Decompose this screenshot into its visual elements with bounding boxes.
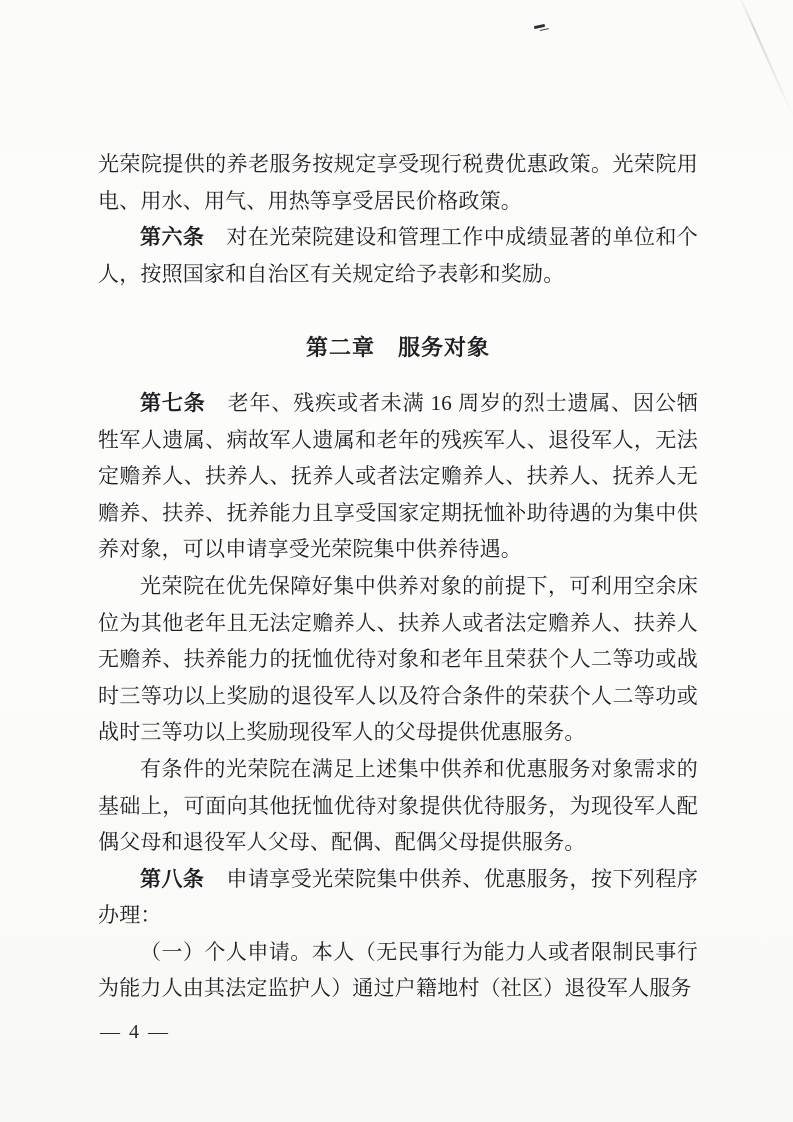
body-paragraph: [98, 385, 698, 568]
paragraph-text: （一）个人申请。本人（无民事行为能力人或者限制民事行为能力人由其法定监护人）通过户籍地村（社区）退役军人服务: [98, 939, 698, 1001]
ink-speck-artifact: [534, 24, 545, 29]
article-number: 第七条: [140, 390, 206, 415]
chapter-heading: 第二章 服务对象: [305, 335, 490, 361]
paragraph-text: 光荣院在优先保障好集中供养对象的前提下，可利用空余床位为其他老年且无法定赡养人、扶养人或者法定赡养人、扶养人无赡养、扶养能力的抚恤优待对象和老年且荣获个人二等功或战时三等功以上奖励的退役军人以及符合条件的荣获个人二等功或战时三等功以上奖励现役军人的父母提供优惠服务。: [98, 573, 698, 745]
article-number: 第六条: [140, 225, 205, 250]
body-paragraph: [98, 568, 698, 751]
body-paragraph: [98, 146, 698, 219]
paragraph-text: 光荣院提供的养老服务按规定享受现行税费优惠政策。光荣院用电、用水、用气、用热等享受居民价格政策。: [98, 152, 698, 213]
paragraph-text: 老年、残疾或者未满 16 周岁的烈士遗属、因公牺牲军人遗属、病故军人遗属和老年的残疾军人、退役军人，无法定赡养人、扶养人、抚养人或者法定赡养人、扶养人、抚养人无赡养、扶养、抚养能力且享受国家定期抚恤补助待遇的为集中供养对象，可以申请享受光荣院集中供养待遇。: [98, 390, 698, 562]
body-paragraph: [98, 219, 698, 292]
article-number: 第八条: [140, 866, 205, 891]
paragraph-text: 申请享受光荣院集中供养、优惠服务，按下列程序办理：: [98, 866, 698, 928]
body-paragraph: [98, 751, 698, 861]
document-body: [98, 146, 698, 1007]
body-paragraph: [98, 934, 698, 1007]
paragraph-text: 有条件的光荣院在满足上述集中供养和优惠服务对象需求的基础上，可面向其他抚恤优待对象提供优待服务，为现役军人配偶父母和退役军人父母、配偶、配偶父母提供服务。: [98, 756, 698, 855]
paragraph-text: 对在光荣院建设和管理工作中成绩显著的单位和个人，按照国家和自治区有关规定给予表彰和奖励。: [98, 225, 698, 286]
page-number: — 4 —: [100, 1021, 170, 1043]
body-paragraph: [98, 861, 698, 934]
paper-crease-artifact: [738, 0, 793, 118]
